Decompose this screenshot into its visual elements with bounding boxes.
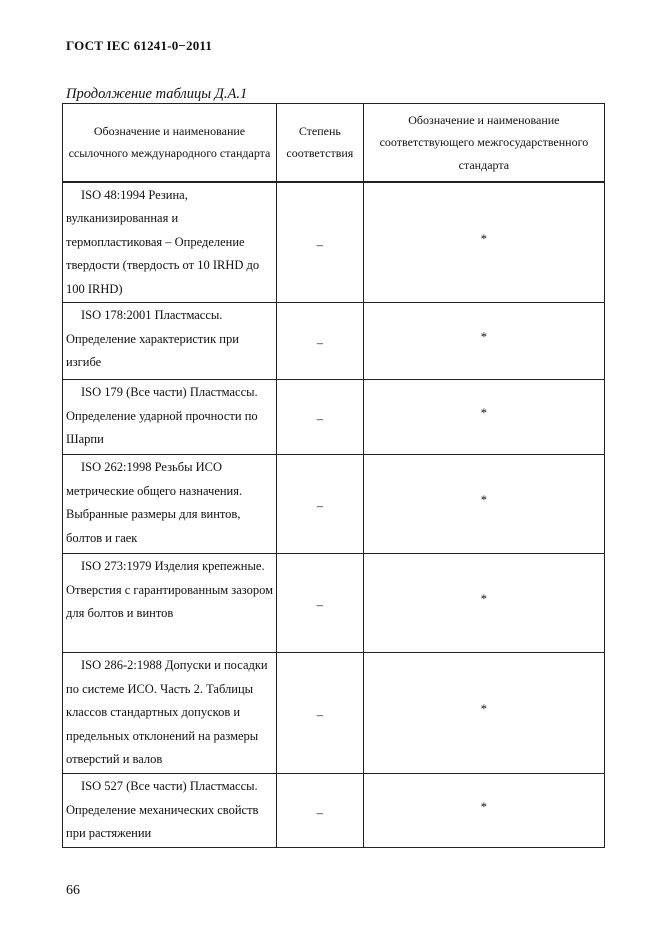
interstate-standard-cell (363, 380, 604, 455)
table-row (63, 182, 605, 303)
degree-of-conformity-cell (276, 455, 363, 554)
degree-of-conformity-cell (276, 653, 363, 774)
column-header-degree-of-conformity: Степень соответствия (276, 104, 363, 182)
interstate-standard-cell (363, 182, 604, 303)
interstate-standard-cell (363, 774, 604, 848)
international-standard-cell (63, 653, 277, 774)
degree-of-conformity-value: – (316, 598, 323, 613)
interstate-standard-value: * (480, 406, 487, 421)
table-row (63, 774, 605, 848)
table-row (63, 653, 605, 774)
degree-of-conformity-cell (276, 774, 363, 848)
page-number: 66 (66, 883, 80, 898)
international-standard-text: ISO 179 (Все части) Пластмассы. Определение ударной прочности по Шарпи (66, 385, 258, 446)
international-standard-text: ISO 48:1994 Резина, вулканизированная и термопластиковая – Определение твердости (твердость от 10 IRHD до 100 IRHD) (66, 187, 260, 296)
international-standard-text: ISO 527 (Все части) Пластмассы. Определение механических свойств при растяжении (66, 779, 259, 840)
degree-of-conformity-cell (276, 380, 363, 455)
international-standard-cell (63, 182, 277, 303)
international-standard-cell (63, 455, 277, 554)
international-standard-text: ISO 273:1979 Изделия крепежные. Отверстия с гарантированным зазором для болтов и винтов (66, 559, 274, 620)
degree-of-conformity-value: – (316, 708, 323, 723)
table-row (63, 554, 605, 653)
degree-of-conformity-cell (276, 182, 363, 303)
interstate-standard-cell (363, 554, 604, 653)
international-standard-cell (63, 303, 277, 380)
international-standard-text: ISO 286-2:1988 Допуски и посадки по системе ИСО. Часть 2. Таблицы классов стандартных допусков и предельных отклонений на размеры отверстий и валов (66, 658, 268, 766)
international-standard-cell (63, 554, 277, 653)
column-header-interstate-standard: Обозначение и наименование соответствующего межгосударственного стандарта (363, 104, 604, 182)
standards-table (62, 103, 605, 848)
interstate-standard-cell (363, 303, 604, 380)
interstate-standard-value: * (480, 799, 487, 814)
table-header-row (63, 104, 605, 182)
table-row (63, 380, 605, 455)
interstate-standard-value: * (480, 592, 487, 607)
international-standard-text: ISO 262:1998 Резьбы ИСО метрические общего назначения. Выбранные размеры для винтов, болтов и гаек (66, 460, 243, 545)
interstate-standard-value: * (480, 231, 487, 246)
international-standard-cell (63, 774, 277, 848)
degree-of-conformity-value: – (316, 412, 323, 427)
degree-of-conformity-cell (276, 303, 363, 380)
table-row (63, 303, 605, 380)
interstate-standard-cell (363, 653, 604, 774)
table-caption: Продолжение таблицы Д.А.1 (66, 86, 248, 102)
column-header-international-standard: Обозначение и наименование ссылочного международного стандарта (63, 104, 277, 182)
interstate-standard-value: * (480, 330, 487, 345)
international-standard-cell (63, 380, 277, 455)
document-header: ГОСТ IEC 61241-0−2011 (66, 38, 213, 53)
international-standard-text: ISO 178:2001 Пластмассы. Определение характеристик при изгибе (66, 308, 239, 369)
table-row (63, 455, 605, 554)
degree-of-conformity-cell (276, 554, 363, 653)
degree-of-conformity-value: – (316, 336, 323, 351)
degree-of-conformity-value: – (316, 237, 323, 252)
interstate-standard-value: * (480, 702, 487, 717)
interstate-standard-value: * (480, 493, 487, 508)
interstate-standard-cell (363, 455, 604, 554)
degree-of-conformity-value: – (316, 805, 323, 820)
degree-of-conformity-value: – (316, 499, 323, 514)
